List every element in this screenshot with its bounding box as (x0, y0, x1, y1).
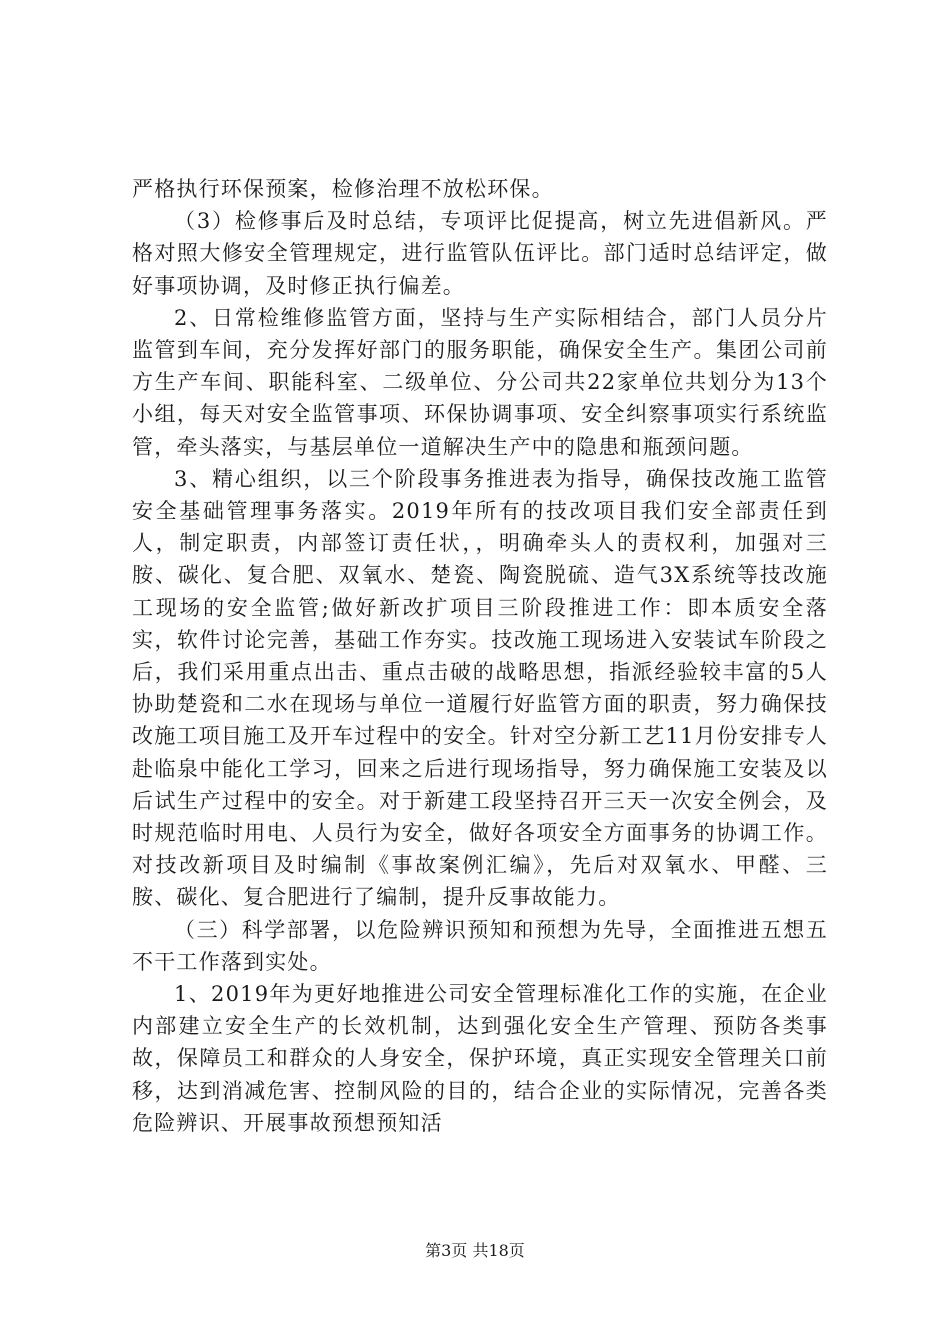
section-heading-hazard-identification: （三）科学部署，以危险辨识预知和预想为先导，全面推进五想五不干工作落到实处。 (132, 917, 828, 974)
paragraph-continuation: 严格执行环保预案，检修治理不放松环保。 (132, 177, 554, 201)
document-body (132, 173, 828, 1139)
page-number-footer: 第3页 共18页 (425, 1241, 525, 1260)
paragraph-standardization: 1、2019年为更好地推进公司安全管理标准化工作的实施，在企业内部建立安全生产的长效机制，达到强化安全生产管理、预防各类事故，保障员工和群众的人身安全，保护环境，真正实现安全管理关口前移，达到消减危害、控制风险的目的，结合企业的实际情况，完善各类危险辨识、开展事故预想预知活 (132, 982, 828, 1135)
paragraph-summary-review: （3）检修事后及时总结，专项评比促提高，树立先进倡新风。严格对照大修安全管理规定，进行监管队伍评比。部门适时总结评定，做好事项协调，及时修正执行偏差。 (132, 209, 828, 298)
paragraph-technical-renovation: 3、精心组织，以三个阶段事务推进表为指导，确保技改施工监管安全基础管理事务落实。2019年所有的技改项目我们安全部责任到人，制定职责，内部签订责任状，，明确牵头人的责权利，加强对三胺、碳化、复合肥、双氧水、楚瓷、陶瓷脱硫、造气3X系统等技改施工现场的安全监管;做好新改扩项目三阶段推进工作：即本质安全落实，软件讨论完善，基础工作夯实。技改施工现场进入安装试车阶段之后，我们采用重点出击、重点击破的战略思想，指派经验较丰富的5人协助楚瓷和二水在现场与单位一道履行好监管方面的职责，努力确保技改施工项目施工及开车过程中的安全。针对空分新工艺11月份安排专人赴临泉中能化工学习，回来之后进行现场指导，努力确保施工安装及以后试生产过程中的安全。对于新建工段坚持召开三天一次安全例会，及时规范临时用电、人员行为安全，做好各项安全方面事务的协调工作。对技改新项目及时编制《事故案例汇编》，先后对双氧水、甲醛、三胺、碳化、复合肥进行了编制，提升反事故能力。 (132, 466, 828, 910)
paragraph-daily-maintenance: 2、日常检维修监管方面，坚持与生产实际相结合，部门人员分片监管到车间，充分发挥好部门的服务职能，确保安全生产。集团公司前方生产车间、职能科室、二级单位、分公司共22家单位共划分为13个小组，每天对安全监管事项、环保协调事项、安全纠察事项实行系统监管，牵头落实，与基层单位一道解决生产中的隐患和瓶颈问题。 (132, 305, 828, 459)
